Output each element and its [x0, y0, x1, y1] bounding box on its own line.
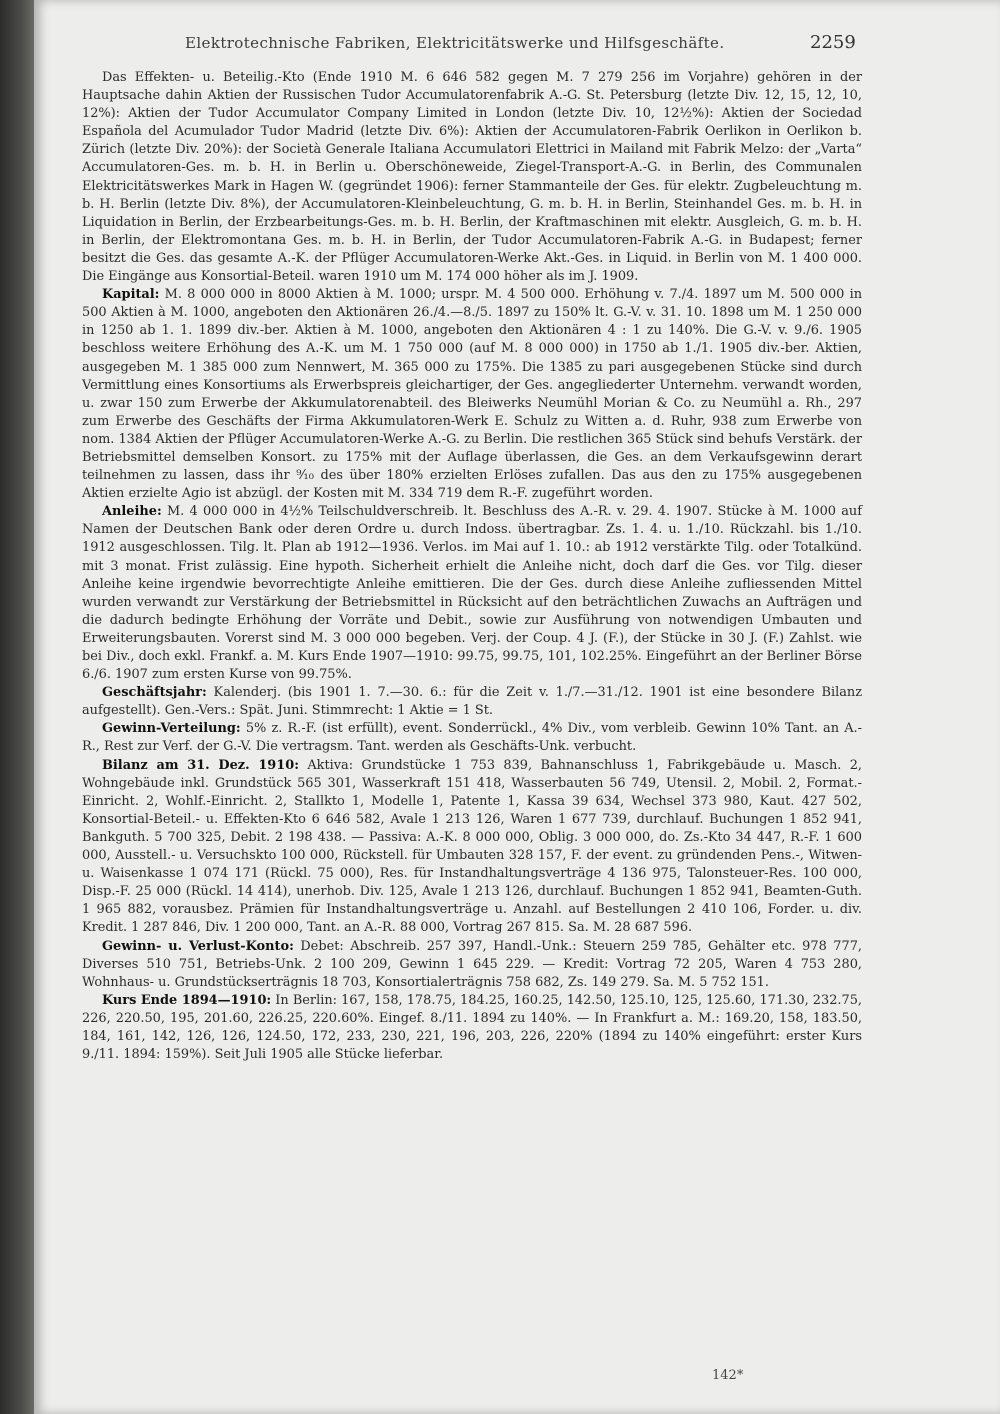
- paragraph-lead: Anleihe:: [102, 504, 162, 520]
- paragraph-text: M. 4 000 000 in 4½% Teilschuldverschreib. lt. Beschluss des A.-R. v. 29. 4. 1907. Stücke à M. 1000 auf Namen der Deutschen Bank oder deren Ordre u. durch Indoss. übertragbar. Zs. 1. 4. u. 1./10. Rückzahl. bis 1./10. 1912 ausgeschlossen. Tilg. lt. Plan ab 1912—1936. Verlos. im Mai auf 1. 10.: ab 1912 verstärkte Tilg. oder Totalkünd. mit 3 monat. Frist zulässig. Eine hypoth. Sicherheit erhielt die Anleihe nicht, doch darf die Ges. vor Tilg. dieser Anleihe keine irgendwie bevorrechtigte Anleihe emittieren. Die der Ges. durch diese Anleihe zufliessenden Mittel wurden verwandt zur Verstärkung der Betriebsmittel in Rücksicht auf den beträchtlichen Zuwachs an Aufträgen und die dadurch bedingte Erhöhung der Vorräte und Debit., sowie zur Ausführung von notwendigen Umbauten und Erweiterungsbauten. Vorerst sind M. 3 000 000 begeben. Verj. der Coup. 4 J. (F.), der Stücke in 30 J. (F.) Zahlst. wie bei Div., doch exkl. Frankf. a. M. Kurs Ende 1907—1910: 99.75, 99.75, 101, 102.25%. Eingeführt an der Berliner Börse 6./6. 1907 zum ersten Kurse von 99.75%.: [82, 504, 862, 683]
- book-gutter: [0, 0, 34, 1414]
- body-text: [82, 69, 862, 1064]
- printer-signature: 142*: [712, 1368, 744, 1383]
- paragraph-kapital: [82, 286, 862, 503]
- paragraph-text: Aktiva: Grundstücke 1 753 839, Bahnanschluss 1, Fabrikgebäude u. Masch. 2, Wohngebäude inkl. Grundstück 565 301, Wasserkraft 151 418, Wasserbauten 56 749, Utensil. 2, Mobil. 2, Format.-Einricht. 2, Wohlf.-Einricht. 2, Stallkto 1, Modelle 1, Patente 1, Kassa 39 634, Wechsel 373 980, Kaut. 427 502, Konsortial-Beteil.- u. Effekten-Kto 6 646 582, Avale 1 213 126, Waren 1 677 739, durchlauf. Buchungen 1 852 941, Bankguth. 5 700 325, Debit. 2 198 438. — Passiva: A.-K. 8 000 000, Oblig. 3 000 000, do. Zs.-Kto 34 447, R.-F. 1 600 000, Ausstell.- u. Versuchskto 100 000, Rückstell. für Umbauten 328 157, F. der event. zu gründenden Pens.-, Witwen- u. Waisenkasse 1 074 171 (Rückl. 75 000), Res. für Instandhaltungsverträge 4 136 975, Talonsteuer-Res. 100 000, Disp.-F. 25 000 (Rückl. 14 414), unerhob. Div. 125, Avale 1 213 126, durchlauf. Buchungen 1 852 941, Beamten-Guth. 1 965 882, vorausbez. Prämien für Instandhaltungsverträge u. Anzahl. auf Bestellungen 2 410 106, Forder. u. div. Kredit. 1 287 846, Div. 1 200 000, Tant. an A.-R. 88 000, Vortrag 267 815. Sa. M. 28 687 596.: [82, 757, 862, 936]
- paragraph-text: Das Effekten- u. Beteilig.-Kto (Ende 1910 M. 6 646 582 gegen M. 7 279 256 im Vorjahre) gehören in der Hauptsache dahin Aktien der Russischen Tudor Accumulatorenfabrik A.-G. St. Petersburg (letzte Div. 12, 15, 12, 10, 12%): Aktien der Tudor Accumulator Company Limited in London (letzte Div. 10, 12½%): Aktien der Sociedad Española del Acumulador Tudor Madrid (letzte Div. 6%): Aktien der Accumulatoren-Fabrik Oerlikon in Oerlikon b. Zürich (letzte Div. 20%): der Società Generale Italiana Accumulatori Elettrici in Mailand mit Fabrik Melzo: der „Varta“ Accumulatoren-Ges. m. b. H. in Berlin u. Oberschöneweide, Ziegel-Transport-A.-G. in Berlin, des Communalen Elektricitätswerkes Mark in Hagen W. (gegründet 1906): ferner Stammanteile der Ges. für elektr. Zugbeleuchtung m. b. H. Berlin (letzte Div. 8%), der Accumulatoren-Kleinbeleuchtung, G. m. b. H. in Berlin, Steinhandel Ges. m. b. H. in Liquidation in Berlin, der Erzbearbeitungs-Ges. m. b. H. Berlin, der Kraftmaschinen mit elektr. Ausgleich, G. m. b. H. in Berlin, der Elektromontana Ges. m. b. H. in Berlin, der Tudor Accumulatoren-Fabrik A.-G. in Budapest; ferner besitzt die Ges. das gesamte A.-K. der Pflüger Accumulatoren-Werke Akt.-Ges. in Liquid. in Berlin von M. 1 400 000. Die Eingänge aus Konsortial-Beteil. waren 1910 um M. 174 000 höher als im J. 1909.: [82, 70, 862, 285]
- paragraph-lead: Kapital:: [102, 287, 160, 303]
- paragraph-lead: Gewinn- u. Verlust-Konto:: [102, 938, 294, 954]
- paragraph-gewinn-verlust: [82, 938, 862, 992]
- paragraph-geschaeftsjahr: [82, 684, 862, 720]
- header-title: Elektrotechnische Fabriken, Elektricitätswerke und Hilfsgeschäfte.: [185, 34, 725, 52]
- running-header: [0, 34, 1000, 60]
- paragraph-text: Debet: Abschreib. 257 397, Handl.-Unk.: Steuern 259 785, Gehälter etc. 978 777, Diverses 510 751, Betriebs-Unk. 2 100 209, Gewinn 1 645 229. — Kredit: Vortrag 72 205, Waren 4 753 280, Wohnhaus- u. Grundstückserträgnis 18 703, Konsortialerträgnis 758 682, Zs. 149 279. Sa. M. 5 752 151.: [82, 938, 862, 990]
- paragraph-text: Kalenderj. (bis 1901 1. 7.—30. 6.: für die Zeit v. 1./7.—31./12. 1901 ist eine besondere Bilanz aufgestellt). Gen.-Vers.: Spät. Juni. Stimmrecht: 1 Aktie = 1 St.: [82, 685, 862, 719]
- paragraph-bilanz: [82, 757, 862, 938]
- paragraph-lead: Gewinn-Verteilung:: [102, 721, 241, 737]
- paragraph-anleihe: [82, 503, 862, 684]
- paragraph-text: 5% z. R.-F. (ist erfüllt), event. Sonderrückl., 4% Div., vom verbleib. Gewinn 10% Tant. an A.-R., Rest zur Verf. der G.-V. Die vertragsm. Tant. werden als Geschäfts-Unk. verbucht.: [82, 721, 862, 755]
- paragraph-lead: Geschäftsjahr:: [102, 685, 207, 701]
- page-number: 2259: [810, 32, 856, 53]
- paragraph-gewinn-verteilung: [82, 720, 862, 756]
- paragraph-kurs: [82, 992, 862, 1064]
- paragraph-lead: Bilanz am 31. Dez. 1910:: [102, 757, 299, 773]
- paragraph-text: In Berlin: 167, 158, 178.75, 184.25, 160.25, 142.50, 125.10, 125, 125.60, 171.30, 232.75, 226, 220.50, 195, 201.60, 226.25, 220.60%. Eingef. 8./11. 1894 zu 140%. — In Frankfurt a. M.: 169.20, 158, 183.50, 184, 161, 142, 126, 126, 124.50, 172, 233, 230, 221, 196, 203, 226, 220% (1894 zu 140% eingeführt: erster Kurs 9./11. 1894: 159%). Seit Juli 1905 alle Stücke lieferbar.: [82, 992, 862, 1063]
- paragraph-text: M. 8 000 000 in 8000 Aktien à M. 1000; urspr. M. 4 500 000. Erhöhung v. 7./4. 1897 um M. 500 000 in 500 Aktien à M. 1000, angeboten den Aktionären 26./4.—8./5. 1897 zu 150% lt. G.-V. v. 31. 10. 1898 um M. 1 250 000 in 1250 ab 1. 1. 1899 div.-ber. Aktien à M. 1000, angeboten den Aktionären 4 : 1 zu 140%. Die G.-V. v. 9./6. 1905 beschloss weitere Erhöhung des A.-K. um M. 1 750 000 (auf M. 8 000 000) in 1750 ab 1./1. 1905 div.-ber. Aktien, ausgegeben M. 1 385 000 zum Nennwert, M. 365 000 zu 175%. Die 1385 zu pari ausgegebenen Stücke sind durch Vermittlung eines Konsortiums als Erwerbspreis gleichartiger, der Ges. angegliederter Unternehm. verwandt worden, u. zwar 150 zum Erwerbe der Akkumulatorenabteil. des Bleiwerks Neumühl Morian & Co. zu Neumühl a. Rh., 297 zum Erwerbe des Geschäfts der Firma Akkumulatoren-Werk E. Schulz zu Witten a. d. Ruhr, 938 zum Erwerbe von nom. 1384 Aktien der Pflüger Accumulatoren-Werke A.-G. zu Berlin. Die restlichen 365 Stück sind behufs Verstärk. der Betriebsmittel demselben Konsort. zu 175% mit der Auflage überlassen, die Ges. an dem Verkaufsgewinn derart teilnehmen zu lassen, dass ihr ⁹⁄₁₀ des über 180% erzielten Erlöses zufallen. Das aus den zu 175% ausgegebenen Aktien erzielte Agio ist abzügl. der Kosten mit M. 334 719 dem R.-F. zugeführt worden.: [82, 287, 862, 502]
- paragraph-effekten: [82, 69, 862, 286]
- paragraph-lead: Kurs Ende 1894—1910:: [102, 992, 272, 1008]
